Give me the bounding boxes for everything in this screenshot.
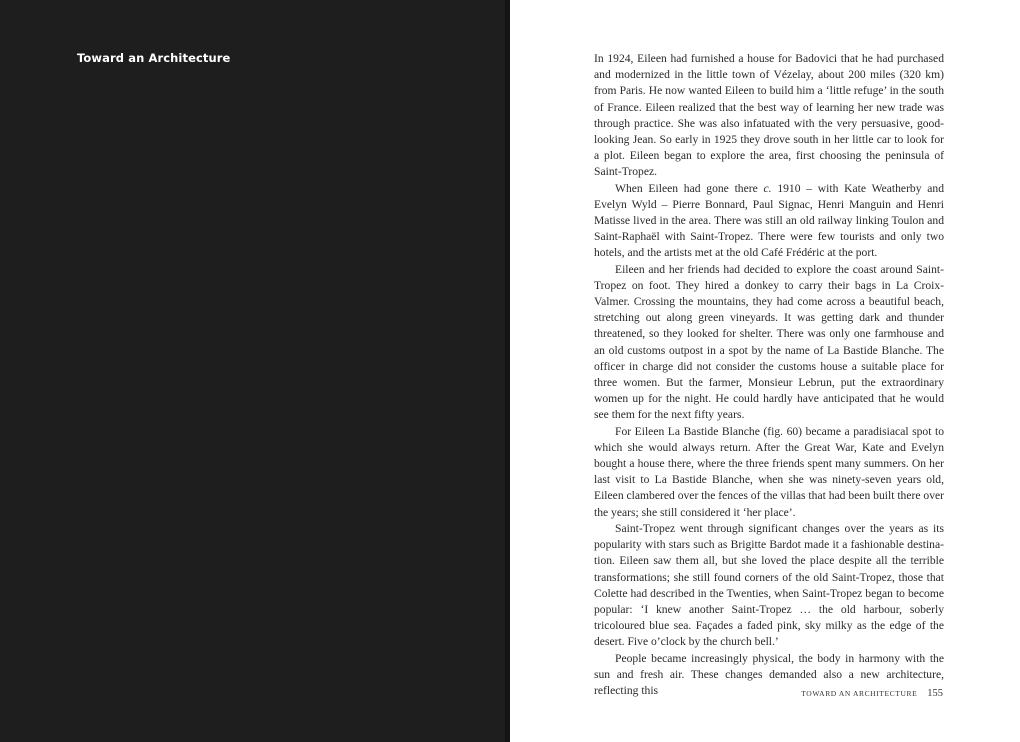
page-number: 155 <box>927 688 943 699</box>
paragraph-2: When Eileen had gone there c. 1910 – with Kate Weatherby and Evelyn Wyld – Pierre Bonnard, Paul Signac, Henri Manguin and Henri Matisse lived in the area. There was still an old railway linking Toulon and Saint-Raphaël with Saint-Tropez. There were few tourists and only two hotels, and the artists met at the old Café Frédéric at the port. <box>594 181 945 260</box>
paragraph-3: Eileen and her friends had decided to explore the coast around Saint-Tropez on foot. They hired a donkey to carry their bags in La Croix-Valmer. Crossing the mountains, they had come across a beautiful beach, stretching out along green vineyards. It was getting dark and thunder threatened, so they looked for shelter. There was only one farmhouse and an old customs outpost in a spot by the name of La Bastide Blanche. The officer in charge did not consider the customs house a suitable place for three women. But the farmer, Monsieur Lebrun, put the extraordinary women up for the night. He could hardly have anticipated that he would see them for the next fifty years. <box>594 262 944 422</box>
body-text <box>594 51 944 699</box>
paragraph-6: People became increasingly physical, the body in harmony with the sun and fresh air. These changes demanded also a new architecture, reflecting this <box>594 651 944 697</box>
right-page <box>510 0 1020 742</box>
paragraph-4: For Eileen La Bastide Blanche (fig. 60) became a paradisiacal spot to which she would always return. After the Great War, Kate and Evelyn bought a house there, where the three friends spent many summers. On her last visit to La Bastide Blanche, when she was ninety-seven years old, Eileen clambered over the fences of the villas that had been built there over the years; she still considered it ‘her place’. <box>594 424 944 519</box>
paragraph-1: In 1924, Eileen had furnished a house for Badovici that he had purchased and modernized in the little town of Vézelay, about 200 miles (320 km) from Paris. He now wanted Eileen to build him a ‘little refuge’ in the south of France. Eileen realized that the best way of learning her new trade was through practice. She was also infatuated with the very persuasive, good-looking Jean. So early in 1925 they drove south in her little car to look for a plot. Eileen began to explore the area, first choosing the peninsula of Saint-Tropez. <box>594 52 944 179</box>
running-footer <box>801 688 943 699</box>
running-footer-title: TOWARD AN ARCHITECTURE <box>801 689 918 698</box>
circa-abbrev: c. <box>763 181 772 195</box>
paragraph-5: Saint-Tropez went through significant changes over the years as its popularity with stars such as Brigitte Bardot made it a fashionable destination. Eileen saw them all, but she loved the place despite all the terrible transformations; she still found corners of the old Saint-Tropez, those that Colette had described in the Twenties, when Saint-Tropez began to become popular: ‘I knew another Saint-Tropez … the old harbour, soberly tricoloured blue sea. Façades a faded pink, sky milky as the edge of the desert. Five o’clock by the church bell.’ <box>594 521 944 649</box>
chapter-title: Toward an Architecture <box>77 51 231 65</box>
